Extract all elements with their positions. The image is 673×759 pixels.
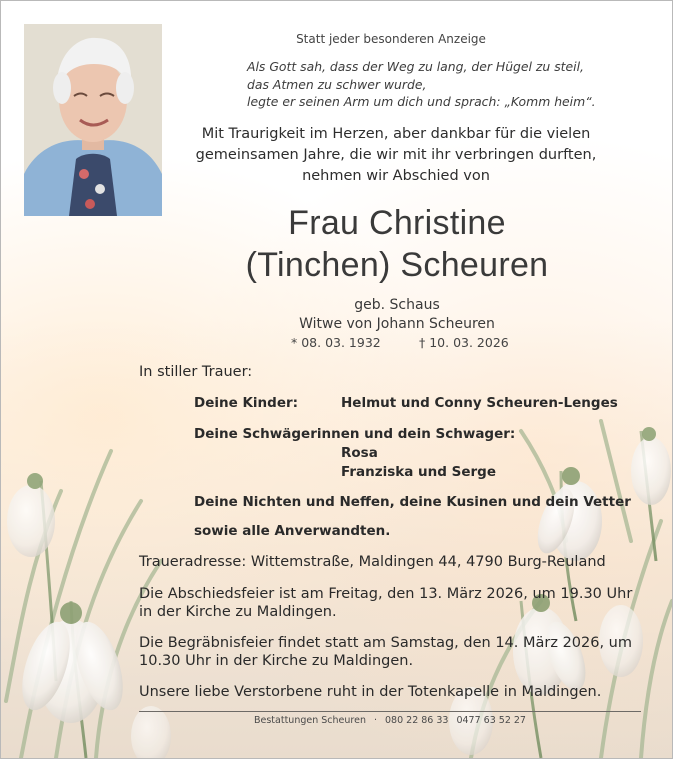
maiden-name: geb. Schaus xyxy=(354,297,440,313)
farewell-line-2: in der Kirche zu Maldingen. xyxy=(139,604,337,620)
nieces-line: Deine Nichten und Neffen, deine Kusinen und dein Vetter xyxy=(194,494,631,510)
inlaw-1: Rosa xyxy=(341,445,378,461)
footer-undertaker xyxy=(139,715,641,726)
mourning-intro: In stiller Trauer: xyxy=(139,364,253,380)
undertaker-phone-1: 080 22 86 33 xyxy=(385,715,449,726)
inlaw-2: Franziska und Serge xyxy=(341,464,496,480)
relatives-line: sowie alle Anverwandten. xyxy=(194,523,391,539)
deceased-name-line-2: (Tinchen) Scheuren xyxy=(245,246,549,284)
deceased-name-line-1: Frau Christine xyxy=(288,204,506,242)
poem-line-2: das Atmen zu schwer wurde, xyxy=(247,77,427,92)
footer-separator: · xyxy=(373,715,377,726)
birth-date: * 08. 03. 1932 xyxy=(291,335,381,350)
poem-line-1: Als Gott sah, dass der Weg zu lang, der Hügel zu steil, xyxy=(247,59,584,74)
intro-line-3: nehmen wir Abschied von xyxy=(302,168,490,184)
poem-line-3: legte er seinen Arm um dich und sprach: „Komm heim“. xyxy=(247,94,596,109)
resting-place: Unsere liebe Verstorbene ruht in der Totenkapelle in Maldingen. xyxy=(139,684,602,700)
widow-of: Witwe von Johann Scheuren xyxy=(299,316,495,332)
portrait-photo xyxy=(24,24,162,216)
farewell-line-1: Die Abschiedsfeier ist am Freitag, den 13. März 2026, um 19.30 Uhr xyxy=(139,586,633,602)
mourning-address: Traueradresse: Wittemstraße, Maldingen 44, 4790 Burg-Reuland xyxy=(139,554,606,570)
footer-divider xyxy=(139,711,641,712)
inlaws-label: Deine Schwägerinnen und dein Schwager: xyxy=(194,426,516,442)
children-label: Deine Kinder: xyxy=(194,395,299,411)
burial-line-1: Die Begräbnisfeier findet statt am Samstag, den 14. März 2026, um xyxy=(139,635,632,651)
burial-line-2: 10.30 Uhr in der Kirche zu Maldingen. xyxy=(139,653,414,669)
intro-line-2: gemeinsamen Jahre, die wir mit ihr verbringen durften, xyxy=(195,147,597,163)
undertaker-name: Bestattungen Scheuren xyxy=(254,715,366,726)
children-value: Helmut und Conny Scheuren-Lenges xyxy=(341,395,618,411)
death-date: † 10. 03. 2026 xyxy=(419,335,509,350)
undertaker-phone-2: 0477 63 52 27 xyxy=(456,715,526,726)
intro-line-1: Mit Traurigkeit im Herzen, aber dankbar für die vielen xyxy=(201,126,591,142)
notice-heading: Statt jeder besonderen Anzeige xyxy=(296,32,486,46)
